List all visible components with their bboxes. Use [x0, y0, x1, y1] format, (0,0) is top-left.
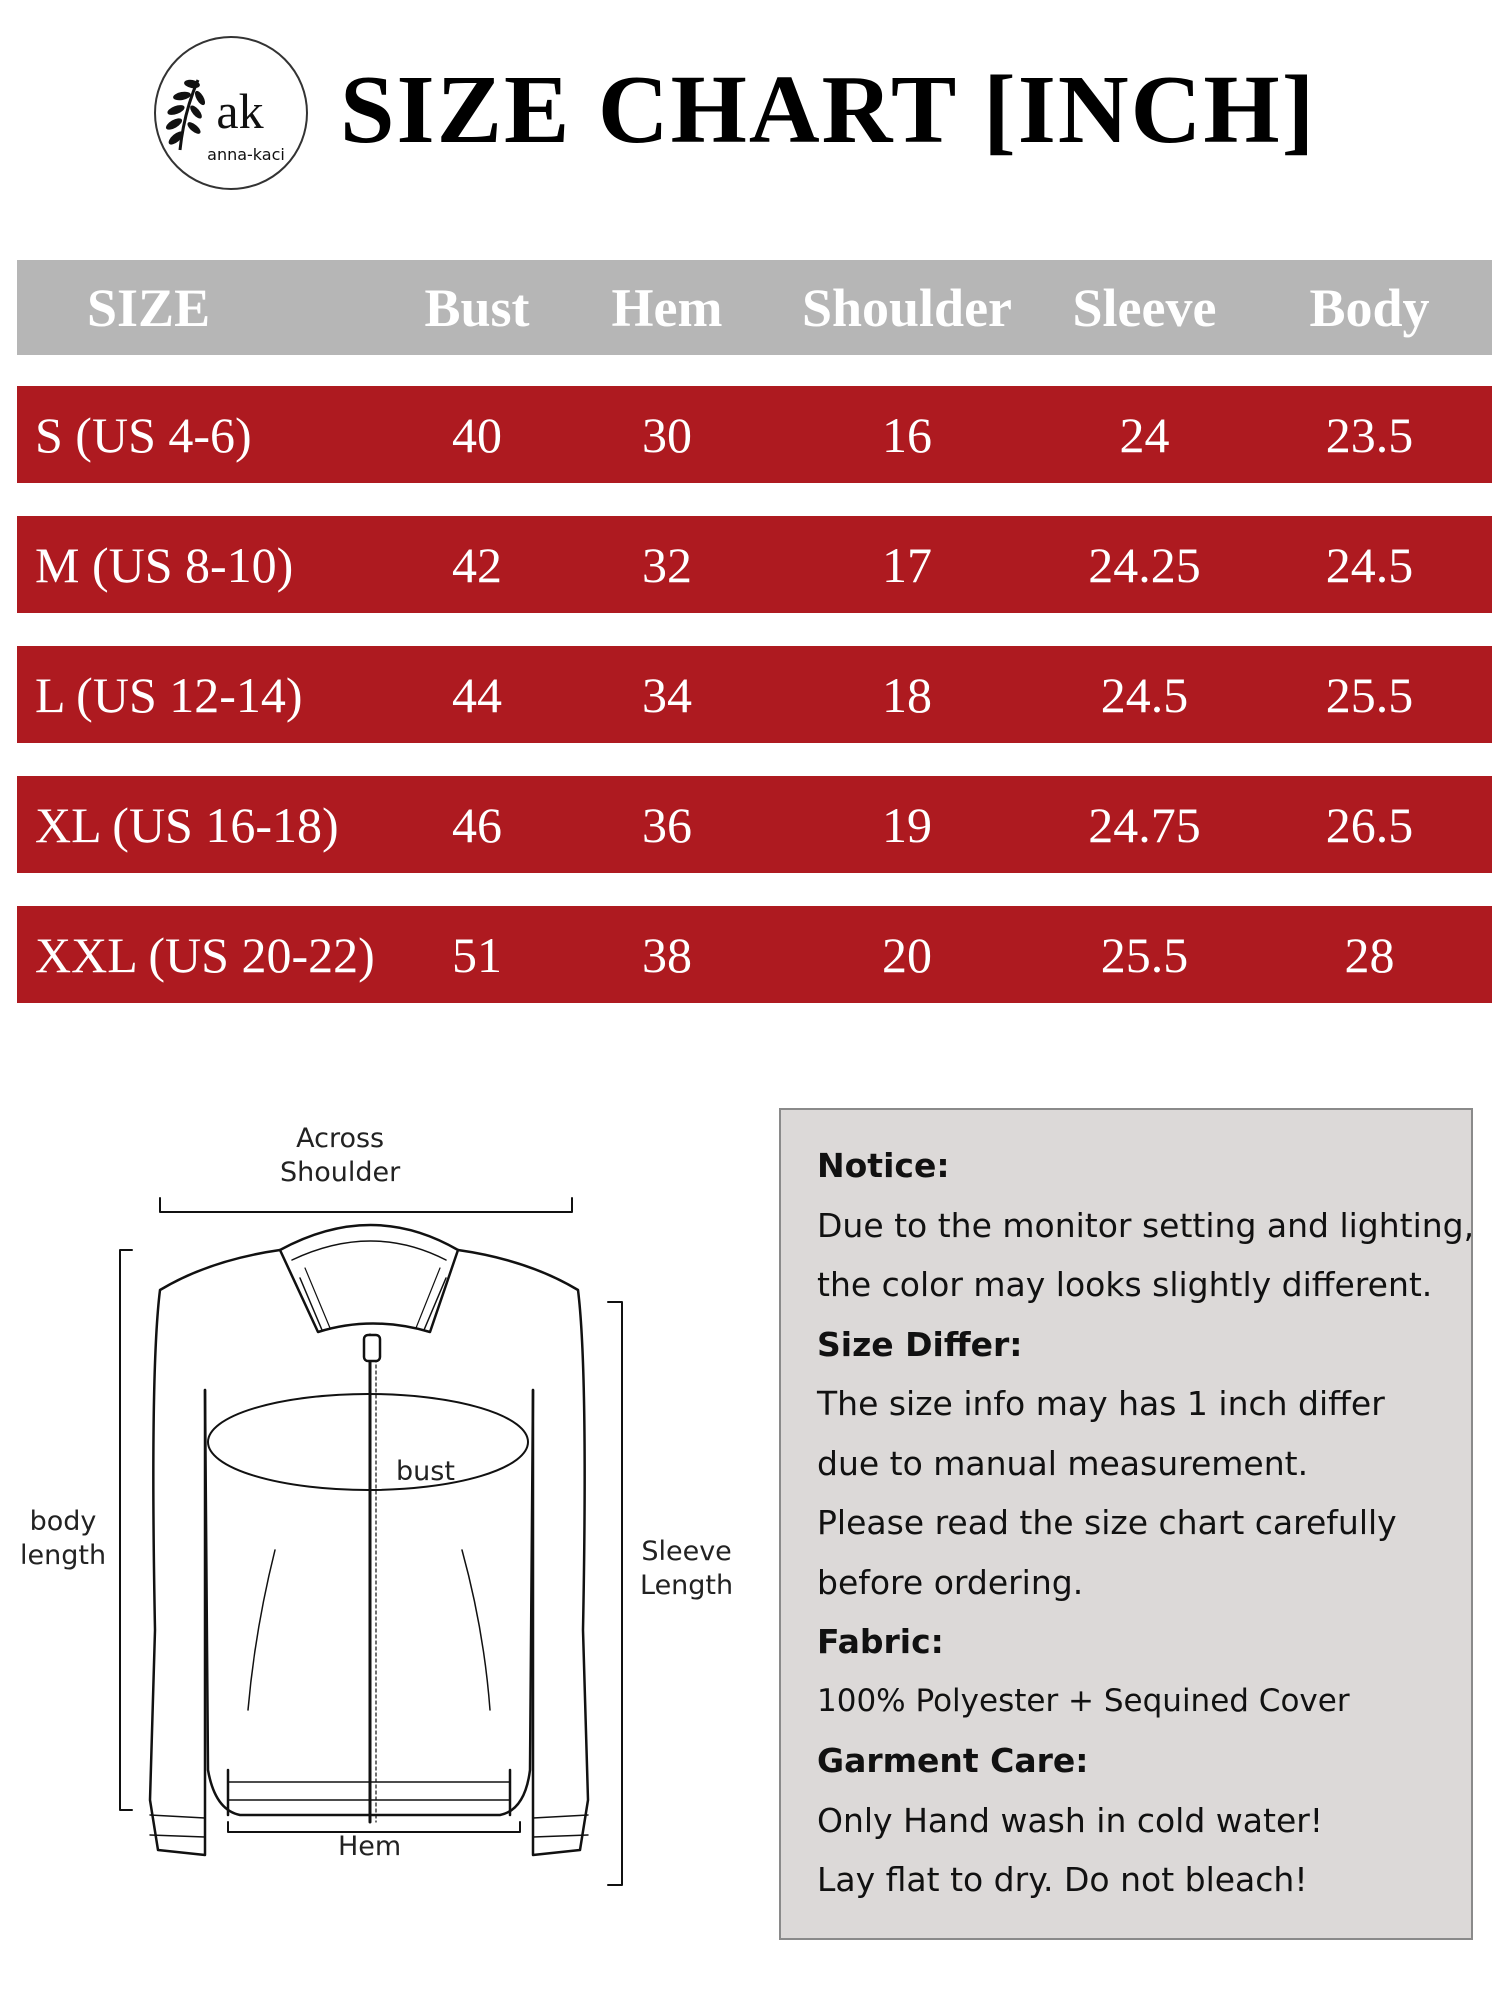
sleeve-cell: 24: [1119, 406, 1170, 463]
label-sleeve-length: Sleeve Length: [640, 1536, 734, 1601]
shoulder-cell: 20: [882, 926, 932, 983]
hem-cell: 36: [642, 796, 692, 853]
garment-care-text: Lay flat to dry. Do not bleach!: [817, 1860, 1308, 1899]
label-body-length: body length: [20, 1506, 107, 1571]
notice-text: Due to the monitor setting and lighting,: [817, 1205, 1475, 1245]
column-header-shoulder: Shoulder: [801, 277, 1013, 338]
bust-cell: 40: [452, 406, 502, 463]
shoulder-cell: 16: [882, 406, 932, 463]
size-differ-text: The size info may has 1 inch differ: [817, 1384, 1385, 1423]
bust-cell: 42: [452, 536, 502, 593]
jacket-measurement-diagram: [0, 1110, 770, 2000]
body-cell: 23.5: [1325, 406, 1414, 463]
shoulder-cell: 18: [882, 666, 932, 723]
body-cell: 24.5: [1325, 536, 1414, 593]
leaf-branch-icon: [164, 79, 207, 150]
hem-cell: 30: [642, 406, 692, 463]
label-bust: bust: [396, 1456, 455, 1487]
size-differ-text: Please read the size chart carefully: [817, 1503, 1397, 1542]
bust-cell: 51: [452, 926, 502, 983]
brand-logo: [150, 32, 312, 194]
column-header-size: SIZE: [87, 277, 211, 338]
size-differ-heading: Size Differ:: [817, 1324, 1023, 1364]
size-cell: S (US 4-6): [35, 406, 252, 463]
size-differ-text: before ordering.: [817, 1562, 1084, 1602]
body-cell: 25.5: [1325, 666, 1414, 723]
size-cell: M (US 8-10): [35, 536, 294, 593]
table-row: [17, 906, 1492, 1003]
size-cell: L (US 12-14): [35, 666, 303, 723]
table-row: [17, 386, 1492, 483]
sleeve-cell: 24.75: [1088, 796, 1201, 853]
sleeve-cell: 25.5: [1100, 926, 1189, 983]
bust-cell: 46: [452, 796, 502, 853]
column-header-bust: Bust: [424, 277, 530, 338]
size-cell: XXL (US 20-22): [35, 926, 375, 983]
size-cell: XL (US 16-18): [35, 796, 339, 853]
column-header-hem: Hem: [611, 277, 723, 338]
fabric-text: 100% Polyester + Sequined Cover: [817, 1682, 1350, 1719]
hem-cell: 32: [642, 536, 692, 593]
table-row: [17, 776, 1492, 873]
garment-care-text: Only Hand wash in cold water!: [817, 1800, 1324, 1840]
bust-cell: 44: [452, 666, 502, 723]
notice-heading: Notice:: [817, 1146, 950, 1185]
body-cell: 26.5: [1325, 796, 1414, 853]
notice-panel: [779, 1108, 1473, 1940]
column-header-body: Body: [1309, 277, 1430, 338]
hem-cell: 34: [642, 666, 692, 723]
shoulder-cell: 17: [882, 536, 932, 593]
logo-mark: ak: [216, 83, 264, 139]
page-title: SIZE CHART [INCH]: [340, 56, 1317, 164]
label-hem: Hem: [338, 1831, 402, 1862]
logo-text: anna-kaci: [207, 145, 285, 164]
table-header: [17, 260, 1492, 355]
column-header-sleeve: Sleeve: [1072, 277, 1217, 338]
fabric-heading: Fabric:: [817, 1622, 944, 1661]
body-cell: 28: [1344, 926, 1395, 983]
table-row: [17, 646, 1492, 743]
label-across-shoulder: Across Shoulder: [280, 1123, 401, 1188]
sleeve-cell: 24.25: [1088, 536, 1201, 593]
size-differ-text: due to manual measurement.: [817, 1443, 1309, 1483]
notice-text: the color may looks slightly different.: [817, 1265, 1433, 1304]
table-row: [17, 516, 1492, 613]
shoulder-cell: 19: [882, 796, 932, 853]
garment-care-heading: Garment Care:: [817, 1741, 1089, 1780]
sleeve-cell: 24.5: [1100, 666, 1189, 723]
hem-cell: 38: [642, 926, 692, 983]
